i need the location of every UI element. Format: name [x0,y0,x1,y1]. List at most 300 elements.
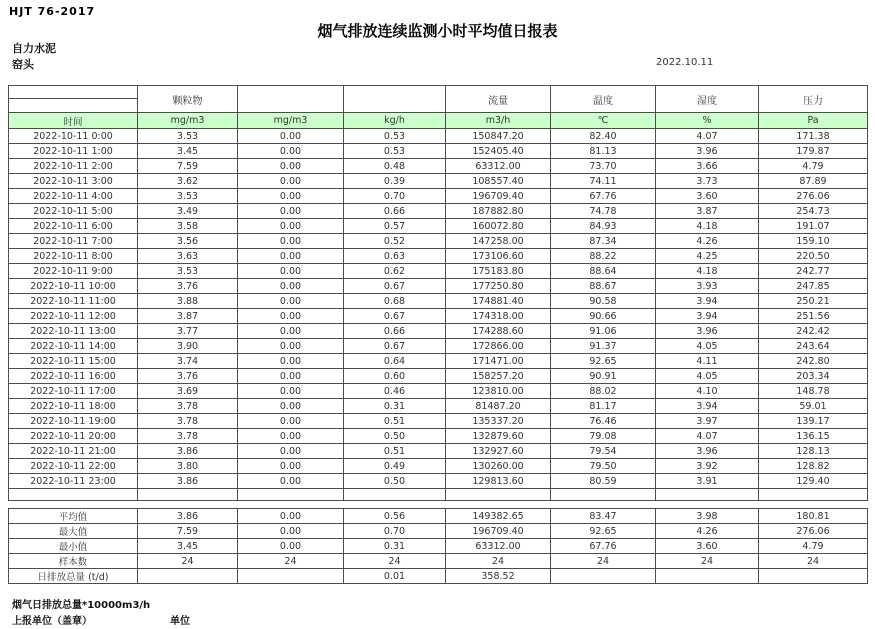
table-row [9,189,868,204]
table-cell: 92.65 [551,354,656,369]
table-cell: 2022-10-11 19:00 [9,414,138,429]
table-row [9,539,868,554]
table-cell: 128.82 [759,459,868,474]
table-cell: 0.48 [344,159,446,174]
table-cell: 3.69 [138,384,238,399]
blank-row [9,489,868,501]
table-cell [138,569,238,584]
blank-cell [656,489,759,501]
col-header-time: 时间 [9,113,138,129]
table-cell: 4.11 [656,354,759,369]
table-cell: 4.07 [656,429,759,444]
table-cell: 0.00 [238,309,344,324]
table-row [9,204,868,219]
daily-total-note: 烟气日排放总量*10000m3/h [12,600,151,611]
table-cell: 日排放总量 (t/d) [9,569,138,584]
table-cell: 3.88 [138,294,238,309]
table-row [9,264,868,279]
table-cell: 90.91 [551,369,656,384]
table-cell: 276.06 [759,524,868,539]
table-cell: 74.11 [551,174,656,189]
table-cell: 0.67 [344,339,446,354]
table-cell: 80.59 [551,474,656,489]
table-cell: 4.79 [759,159,868,174]
table-cell: 2022-10-11 1:00 [9,144,138,159]
table-cell: 0.67 [344,309,446,324]
col-group-blank-1 [238,86,344,113]
table-cell: 0.31 [344,399,446,414]
table-cell: 83.47 [551,509,656,524]
table-cell: 0.00 [238,129,344,144]
unit-celsius: ℃ [551,113,656,129]
table-row [9,324,868,339]
table-cell: 2022-10-11 17:00 [9,384,138,399]
table-cell: 7.59 [138,159,238,174]
table-cell: 3.78 [138,399,238,414]
table-cell: 0.53 [344,144,446,159]
col-group-flow: 流量 [446,86,551,113]
table-cell: 3.97 [656,414,759,429]
table-cell: 220.50 [759,249,868,264]
table-cell: 135337.20 [446,414,551,429]
table-cell: 158257.20 [446,369,551,384]
table-row [9,294,868,309]
table-cell: 0.00 [238,219,344,234]
table-cell: 4.05 [656,339,759,354]
table-cell: 132927.60 [446,444,551,459]
table-cell: 196709.40 [446,524,551,539]
table-cell: 177250.80 [446,279,551,294]
table-cell: 179.87 [759,144,868,159]
group-header-row [9,86,868,99]
table-cell: 73.70 [551,159,656,174]
table-cell: 242.42 [759,324,868,339]
summary-rows [9,509,868,584]
table-cell: 129813.60 [446,474,551,489]
table-cell: 4.26 [656,524,759,539]
table-cell: 0.00 [238,399,344,414]
table-row [9,509,868,524]
table-cell: 88.64 [551,264,656,279]
table-row [9,399,868,414]
table-cell: 87.34 [551,234,656,249]
unit-label: 单位 [170,616,190,627]
table-cell: 136.15 [759,429,868,444]
table-cell: 3.76 [138,369,238,384]
table-cell: 0.00 [238,339,344,354]
table-cell: 平均值 [9,509,138,524]
table-cell: 242.80 [759,354,868,369]
table-cell: 149382.65 [446,509,551,524]
report-table [8,85,868,501]
table-cell: 88.22 [551,249,656,264]
table-cell: 358.52 [446,569,551,584]
table-cell: 187882.80 [446,204,551,219]
table-cell: 3.96 [656,444,759,459]
table-cell: 3.49 [138,204,238,219]
company-name: 自力水泥 [12,42,56,55]
table-cell: 3.60 [656,539,759,554]
table-cell: 88.02 [551,384,656,399]
table-cell: 276.06 [759,189,868,204]
table-cell [759,569,868,584]
table-cell: 0.01 [344,569,446,584]
table-cell: 0.67 [344,279,446,294]
header-corner-top [9,86,138,99]
table-cell: 63312.00 [446,539,551,554]
table-cell: 171471.00 [446,354,551,369]
table-cell: 0.66 [344,204,446,219]
table-cell: 3.90 [138,339,238,354]
col-group-pressure: 压力 [759,86,868,113]
table-cell: 3.73 [656,174,759,189]
table-cell: 3.80 [138,459,238,474]
table-cell: 2022-10-11 22:00 [9,459,138,474]
table-cell: 81.13 [551,144,656,159]
table-cell: 3.86 [138,474,238,489]
table-cell: 139.17 [759,414,868,429]
table-cell: 171.38 [759,129,868,144]
table-cell: 0.70 [344,189,446,204]
table-cell: 91.06 [551,324,656,339]
table-cell: 174318.00 [446,309,551,324]
table-cell [238,569,344,584]
table-cell: 4.07 [656,129,759,144]
table-cell: 2022-10-11 10:00 [9,279,138,294]
table-cell: 3.53 [138,189,238,204]
table-cell: 24 [446,554,551,569]
table-cell: 2022-10-11 6:00 [9,219,138,234]
table-cell: 174881.40 [446,294,551,309]
table-cell: 3.45 [138,144,238,159]
blank-cell [9,489,138,501]
table-cell: 59.01 [759,399,868,414]
table-cell: 0.00 [238,539,344,554]
table-cell: 3.74 [138,354,238,369]
table-cell: 67.76 [551,539,656,554]
table-cell: 0.52 [344,234,446,249]
table-cell: 0.31 [344,539,446,554]
table-row [9,369,868,384]
table-cell: 3.45 [138,539,238,554]
table-cell: 2022-10-11 0:00 [9,129,138,144]
table-cell: 254.73 [759,204,868,219]
table-cell: 90.58 [551,294,656,309]
page-title: 烟气排放连续监测小时平均值日报表 [317,22,558,40]
table-row [9,309,868,324]
table-cell: 79.08 [551,429,656,444]
table-cell: 0.57 [344,219,446,234]
table-cell: 2022-10-11 21:00 [9,444,138,459]
table-cell: 0.51 [344,414,446,429]
table-cell: 0.00 [238,369,344,384]
table-cell: 0.00 [238,324,344,339]
table-cell: 0.00 [238,294,344,309]
table-cell: 3.86 [138,509,238,524]
table-cell: 250.21 [759,294,868,309]
table-cell: 3.60 [656,189,759,204]
table-cell: 128.13 [759,444,868,459]
table-row [9,234,868,249]
table-cell: 3.91 [656,474,759,489]
table-cell: 3.92 [656,459,759,474]
table-cell: 150847.20 [446,129,551,144]
table-cell: 0.00 [238,444,344,459]
table-cell: 0.66 [344,324,446,339]
table-cell: 2022-10-11 23:00 [9,474,138,489]
table-cell: 0.60 [344,369,446,384]
table-cell: 3.96 [656,144,759,159]
table-cell: 4.25 [656,249,759,264]
data-rows [9,129,868,489]
table-cell: 4.26 [656,234,759,249]
unit-mgm3-1: mg/m3 [138,113,238,129]
table-cell: 0.50 [344,429,446,444]
table-cell: 130260.00 [446,459,551,474]
table-cell: 3.86 [138,444,238,459]
table-cell: 2022-10-11 20:00 [9,429,138,444]
table-cell: 0.00 [238,249,344,264]
table-cell: 242.77 [759,264,868,279]
col-group-humidity: 湿度 [656,86,759,113]
table-row [9,384,868,399]
table-cell: 79.54 [551,444,656,459]
table-cell: 123810.00 [446,384,551,399]
table-cell: 0.00 [238,354,344,369]
table-cell: 0.00 [238,264,344,279]
table-cell: 0.63 [344,249,446,264]
table-cell: 148.78 [759,384,868,399]
table-cell: 0.51 [344,444,446,459]
table-row [9,174,868,189]
table-row [9,554,868,569]
table-cell: 81.17 [551,399,656,414]
table-row [9,444,868,459]
table-cell: 87.89 [759,174,868,189]
table-cell [551,569,656,584]
table-cell: 3.94 [656,399,759,414]
table-cell: 4.10 [656,384,759,399]
table-cell: 24 [344,554,446,569]
blank-cell [446,489,551,501]
table-row [9,279,868,294]
standard-code: HJT 76-2017 [9,5,96,18]
table-cell: 4.18 [656,219,759,234]
table-cell: 243.64 [759,339,868,354]
units-row [9,113,868,129]
table-cell: 159.10 [759,234,868,249]
table-cell: 3.78 [138,429,238,444]
table-cell: 2022-10-11 8:00 [9,249,138,264]
table-cell: 2022-10-11 14:00 [9,339,138,354]
table-row [9,524,868,539]
table-cell: 0.70 [344,524,446,539]
table-cell: 0.00 [238,384,344,399]
table-cell: 91.37 [551,339,656,354]
monitor-location: 窑头 [12,58,34,71]
table-cell: 172866.00 [446,339,551,354]
table-cell: 3.53 [138,264,238,279]
table-cell: 24 [138,554,238,569]
table-cell: 3.66 [656,159,759,174]
table-cell: 0.62 [344,264,446,279]
table-cell: 88.67 [551,279,656,294]
report-date: 2022.10.11 [656,57,714,68]
table-cell: 0.00 [238,204,344,219]
table-cell: 2022-10-11 9:00 [9,264,138,279]
table-cell: 3.56 [138,234,238,249]
table-cell: 0.00 [238,474,344,489]
table-cell: 3.58 [138,219,238,234]
table-cell: 81487.20 [446,399,551,414]
report-unit-label: 上报单位（盖章） [12,616,92,627]
table-cell: 0.00 [238,144,344,159]
table-cell: 3.78 [138,414,238,429]
table-row [9,474,868,489]
table-cell: 147258.00 [446,234,551,249]
table-cell: 152405.40 [446,144,551,159]
table-cell: 7.59 [138,524,238,539]
table-cell: 2022-10-11 5:00 [9,204,138,219]
table-cell: 63312.00 [446,159,551,174]
table-cell: 0.56 [344,509,446,524]
table-cell: 0.50 [344,474,446,489]
table-cell: 0.49 [344,459,446,474]
blank-cell [238,489,344,501]
table-cell: 191.07 [759,219,868,234]
table-cell: 24 [238,554,344,569]
table-header [9,86,868,129]
table-cell: 3.87 [138,309,238,324]
table-cell: 2022-10-11 18:00 [9,399,138,414]
table-cell: 196709.40 [446,189,551,204]
table-cell: 2022-10-11 3:00 [9,174,138,189]
blank-cell [344,489,446,501]
table-row [9,569,868,584]
table-cell: 3.94 [656,309,759,324]
table-row [9,249,868,264]
table-cell: 0.00 [238,509,344,524]
table-cell: 76.46 [551,414,656,429]
table-cell: 3.77 [138,324,238,339]
table-cell: 样本数 [9,554,138,569]
table-cell: 2022-10-11 7:00 [9,234,138,249]
table-cell: 79.50 [551,459,656,474]
table-cell: 最小值 [9,539,138,554]
table-cell: 2022-10-11 16:00 [9,369,138,384]
table-cell: 247.85 [759,279,868,294]
table-cell: 4.79 [759,539,868,554]
table-cell: 3.63 [138,249,238,264]
unit-mgm3-2: mg/m3 [238,113,344,129]
table-cell: 0.00 [238,279,344,294]
col-group-blank-2 [344,86,446,113]
table-cell: 129.40 [759,474,868,489]
table-cell: 173106.60 [446,249,551,264]
table-row [9,219,868,234]
table-row [9,159,868,174]
table-cell [656,569,759,584]
table-cell: 92.65 [551,524,656,539]
table-cell: 2022-10-11 2:00 [9,159,138,174]
table-cell: 82.40 [551,129,656,144]
table-cell: 3.93 [656,279,759,294]
table-cell: 0.00 [238,524,344,539]
table-cell: 2022-10-11 13:00 [9,324,138,339]
table-cell: 0.46 [344,384,446,399]
table-row [9,429,868,444]
table-row [9,459,868,474]
header-corner-bottom [9,99,138,113]
unit-pa: Pa [759,113,868,129]
table-cell: 0.00 [238,234,344,249]
table-cell: 3.94 [656,294,759,309]
unit-kgh: kg/h [344,113,446,129]
table-cell: 90.66 [551,309,656,324]
table-cell: 24 [656,554,759,569]
table-cell: 3.76 [138,279,238,294]
table-cell: 3.53 [138,129,238,144]
table-cell: 2022-10-11 11:00 [9,294,138,309]
table-cell: 3.98 [656,509,759,524]
table-cell: 0.00 [238,159,344,174]
blank-cell [551,489,656,501]
table-cell: 2022-10-11 4:00 [9,189,138,204]
blank-cell [138,489,238,501]
table-cell: 0.68 [344,294,446,309]
table-row [9,414,868,429]
table-cell: 0.00 [238,459,344,474]
table-row [9,339,868,354]
table-cell: 最大值 [9,524,138,539]
table-cell: 3.87 [656,204,759,219]
table-cell: 3.62 [138,174,238,189]
table-cell: 251.56 [759,309,868,324]
table-cell: 0.00 [238,189,344,204]
table-cell: 174288.60 [446,324,551,339]
table-cell: 0.00 [238,414,344,429]
table-cell: 4.18 [656,264,759,279]
table-cell: 108557.40 [446,174,551,189]
table-cell: 4.05 [656,369,759,384]
table-cell: 84.93 [551,219,656,234]
table-cell: 132879.60 [446,429,551,444]
table-row [9,354,868,369]
unit-percent: % [656,113,759,129]
spacer-rows [9,489,868,501]
col-group-particulate: 颗粒物 [138,86,238,113]
table-cell: 3.96 [656,324,759,339]
table-cell: 67.76 [551,189,656,204]
table-cell: 24 [759,554,868,569]
summary-table [8,508,868,584]
table-cell: 24 [551,554,656,569]
table-cell: 180.81 [759,509,868,524]
table-cell: 203.34 [759,369,868,384]
table-cell: 0.39 [344,174,446,189]
table-cell: 160072.80 [446,219,551,234]
table-cell: 0.53 [344,129,446,144]
table-cell: 2022-10-11 15:00 [9,354,138,369]
table-cell: 2022-10-11 12:00 [9,309,138,324]
col-group-temperature: 温度 [551,86,656,113]
table-cell: 74.78 [551,204,656,219]
table-cell: 0.64 [344,354,446,369]
table-cell: 0.00 [238,174,344,189]
table-row [9,129,868,144]
unit-m3h: m3/h [446,113,551,129]
table-cell: 0.00 [238,429,344,444]
